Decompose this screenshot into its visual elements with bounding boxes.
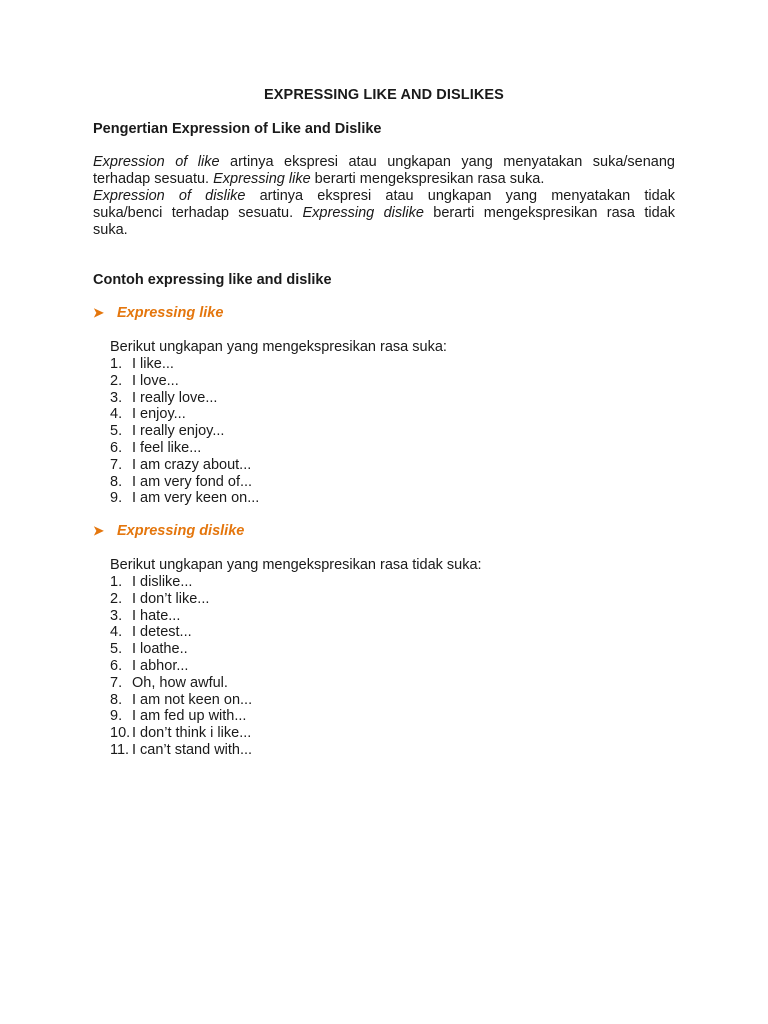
definition-text: suka/benci terhadap sesuatu. <box>93 205 303 221</box>
definition-line <box>93 205 675 222</box>
list-item: 8. I am not keen on... <box>110 691 253 708</box>
list-item: 4. I detest... <box>110 624 192 641</box>
term-expression-of-like: Expression of like <box>93 154 220 170</box>
like-list <box>110 356 259 507</box>
list-item: 8. I am very fond of... <box>110 473 253 490</box>
list-item: 7. Oh, how awful. <box>110 674 228 691</box>
like-intro: Berikut ungkapan yang mengekspresikan rasa suka: <box>110 339 447 355</box>
dislike-intro: Berikut ungkapan yang mengekspresikan rasa tidak suka: <box>110 557 482 573</box>
dislike-section-heading <box>93 523 244 539</box>
list-item: 5. I loathe.. <box>110 641 188 658</box>
list-item: 11. I can’t stand with... <box>110 741 253 758</box>
document-title: EXPRESSING LIKE AND DISLIKES <box>264 87 504 103</box>
definition-paragraph <box>93 154 675 239</box>
arrowhead-bullet-icon: ➤ <box>93 305 104 320</box>
definition-text: berarti mengekspresikan rasa tidak <box>423 205 675 221</box>
definition-text: artinya ekspresi atau ungkapan yang menyatakan suka/senang <box>219 154 675 170</box>
term-expression-of-dislike: Expression of dislike <box>93 188 246 204</box>
list-item: 6. I abhor... <box>110 657 189 674</box>
definition-line <box>93 154 675 171</box>
list-item: 2. I don’t like... <box>110 590 210 607</box>
list-item: 4. I enjoy... <box>110 406 186 423</box>
definition-line <box>93 188 675 205</box>
list-item: 9. I am fed up with... <box>110 708 247 725</box>
list-item: 3. I really love... <box>110 389 218 406</box>
examples-heading: Contoh expressing like and dislike <box>93 272 332 288</box>
like-section-title: Expressing like <box>117 305 224 321</box>
list-item: 1. I dislike... <box>110 574 193 590</box>
list-item: 7. I am crazy about... <box>110 456 252 473</box>
definition-heading: Pengertian Expression of Like and Dislike <box>93 121 382 137</box>
list-item: 9. I am very keen on... <box>110 490 260 507</box>
definition-line: suka. <box>93 222 128 238</box>
term-expressing-like: Expressing like <box>213 171 311 187</box>
like-section-heading <box>93 305 223 321</box>
list-item: 5. I really enjoy... <box>110 423 225 440</box>
definition-text: artinya ekspresi atau ungkapan yang menyatakan tidak <box>245 188 675 204</box>
list-item: 2. I love... <box>110 372 179 389</box>
list-item: 6. I feel like... <box>110 439 202 456</box>
term-expressing-dislike: Expressing dislike <box>302 205 424 221</box>
dislike-list <box>110 574 252 759</box>
list-item: 3. I hate... <box>110 607 181 624</box>
definition-text: terhadap sesuatu. <box>93 171 214 187</box>
definition-line <box>93 171 675 188</box>
arrowhead-bullet-icon: ➤ <box>93 523 104 538</box>
dislike-section-title: Expressing dislike <box>117 523 245 539</box>
list-item: 10. I don’t think i like... <box>110 725 252 742</box>
list-item: 1. I like... <box>110 356 174 372</box>
definition-text: berarti mengekspresikan rasa suka. <box>310 171 545 187</box>
